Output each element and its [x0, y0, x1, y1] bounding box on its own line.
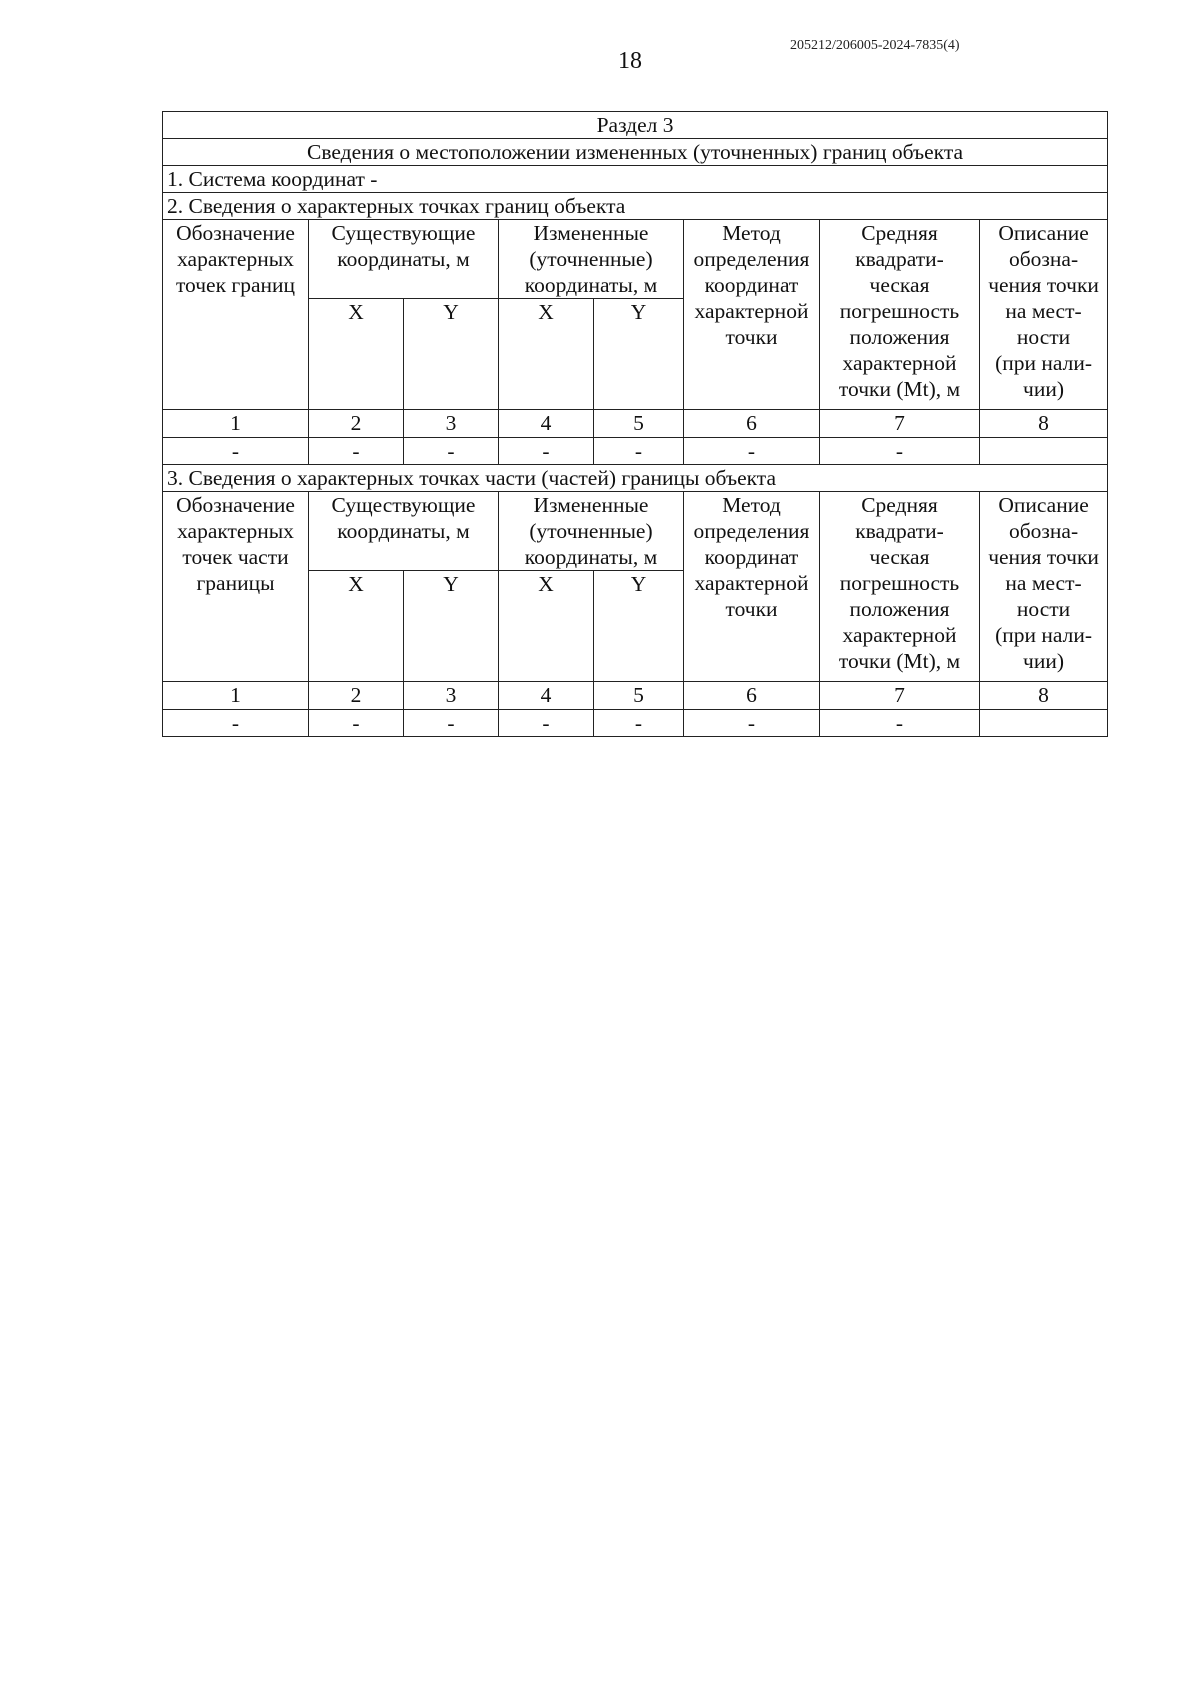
- table-cell: [980, 438, 1108, 465]
- column-number: 6: [684, 410, 820, 438]
- table-cell: -: [684, 710, 820, 737]
- part3-column-numbers: [163, 682, 1108, 710]
- part2-header-description: Описание обозна- чения точки на мест- ности (при нали- чии): [980, 220, 1108, 410]
- table-cell: -: [594, 710, 684, 737]
- column-number: 1: [163, 410, 309, 438]
- table-cell: -: [163, 710, 309, 737]
- part3-header-changed-y: Y: [594, 571, 684, 682]
- table-cell: -: [163, 438, 309, 465]
- part3-header-changed: Измененные (уточненные) координаты, м: [499, 492, 684, 571]
- document-reference: 205212/206005-2024-7835(4): [790, 38, 960, 53]
- table-cell: -: [404, 438, 499, 465]
- part3-header-method: Метод определения координат характерной точки: [684, 492, 820, 682]
- part2-header-existing: Существующие координаты, м: [309, 220, 499, 299]
- column-number: 6: [684, 682, 820, 710]
- part3-header-changed-x: X: [499, 571, 594, 682]
- part2-header-error: Средняя квадрати- ческая погрешность положения характерной точки (Mt), м: [820, 220, 980, 410]
- column-number: 8: [980, 410, 1108, 438]
- part2-header-designation: Обозначение характерных точек границ: [163, 220, 309, 410]
- part3-header-error: Средняя квадрати- ческая погрешность положения характерной точки (Mt), м: [820, 492, 980, 682]
- column-number: 8: [980, 682, 1108, 710]
- table-cell: -: [309, 710, 404, 737]
- column-number: 3: [404, 410, 499, 438]
- part2-header-changed-x: X: [499, 299, 594, 410]
- table-cell: -: [499, 710, 594, 737]
- column-number: 4: [499, 682, 594, 710]
- table-cell: -: [594, 438, 684, 465]
- part2-column-numbers: [163, 410, 1108, 438]
- column-number: 1: [163, 682, 309, 710]
- table-cell: [980, 710, 1108, 737]
- section-subtitle: Сведения о местоположении измененных (уточненных) границ объекта: [163, 139, 1108, 166]
- table-cell: -: [820, 438, 980, 465]
- part3-heading: 3. Сведения о характерных точках части (частей) границы объекта: [163, 465, 1108, 492]
- column-number: 4: [499, 410, 594, 438]
- table-cell: -: [820, 710, 980, 737]
- part3-header-existing-x: X: [309, 571, 404, 682]
- part3-header-designation: Обозначение характерных точек части границы: [163, 492, 309, 682]
- part2-header-existing-y: Y: [404, 299, 499, 410]
- part3-header-existing: Существующие координаты, м: [309, 492, 499, 571]
- part3-header-existing-y: Y: [404, 571, 499, 682]
- column-number: 5: [594, 682, 684, 710]
- table-cell: -: [684, 438, 820, 465]
- part3-data-row: [163, 710, 1108, 737]
- page-number: 18: [618, 48, 642, 74]
- column-number: 2: [309, 410, 404, 438]
- part2-header-changed-y: Y: [594, 299, 684, 410]
- part2-data-row: [163, 438, 1108, 465]
- section-title: Раздел 3: [163, 112, 1108, 139]
- part2-header-method: Метод определения координат характерной точки: [684, 220, 820, 410]
- part3-header-description: Описание обозна- чения точки на мест- ности (при нали- чии): [980, 492, 1108, 682]
- column-number: 7: [820, 410, 980, 438]
- coord-system-line: 1. Система координат -: [163, 166, 1108, 193]
- table-cell: -: [499, 438, 594, 465]
- table-cell: -: [404, 710, 499, 737]
- part2-header-existing-x: X: [309, 299, 404, 410]
- part2-header-changed: Измененные (уточненные) координаты, м: [499, 220, 684, 299]
- column-number: 2: [309, 682, 404, 710]
- part2-heading: 2. Сведения о характерных точках границ объекта: [163, 193, 1108, 220]
- table-cell: -: [309, 438, 404, 465]
- column-number: 7: [820, 682, 980, 710]
- column-number: 5: [594, 410, 684, 438]
- section-3-table: [162, 111, 1108, 737]
- column-number: 3: [404, 682, 499, 710]
